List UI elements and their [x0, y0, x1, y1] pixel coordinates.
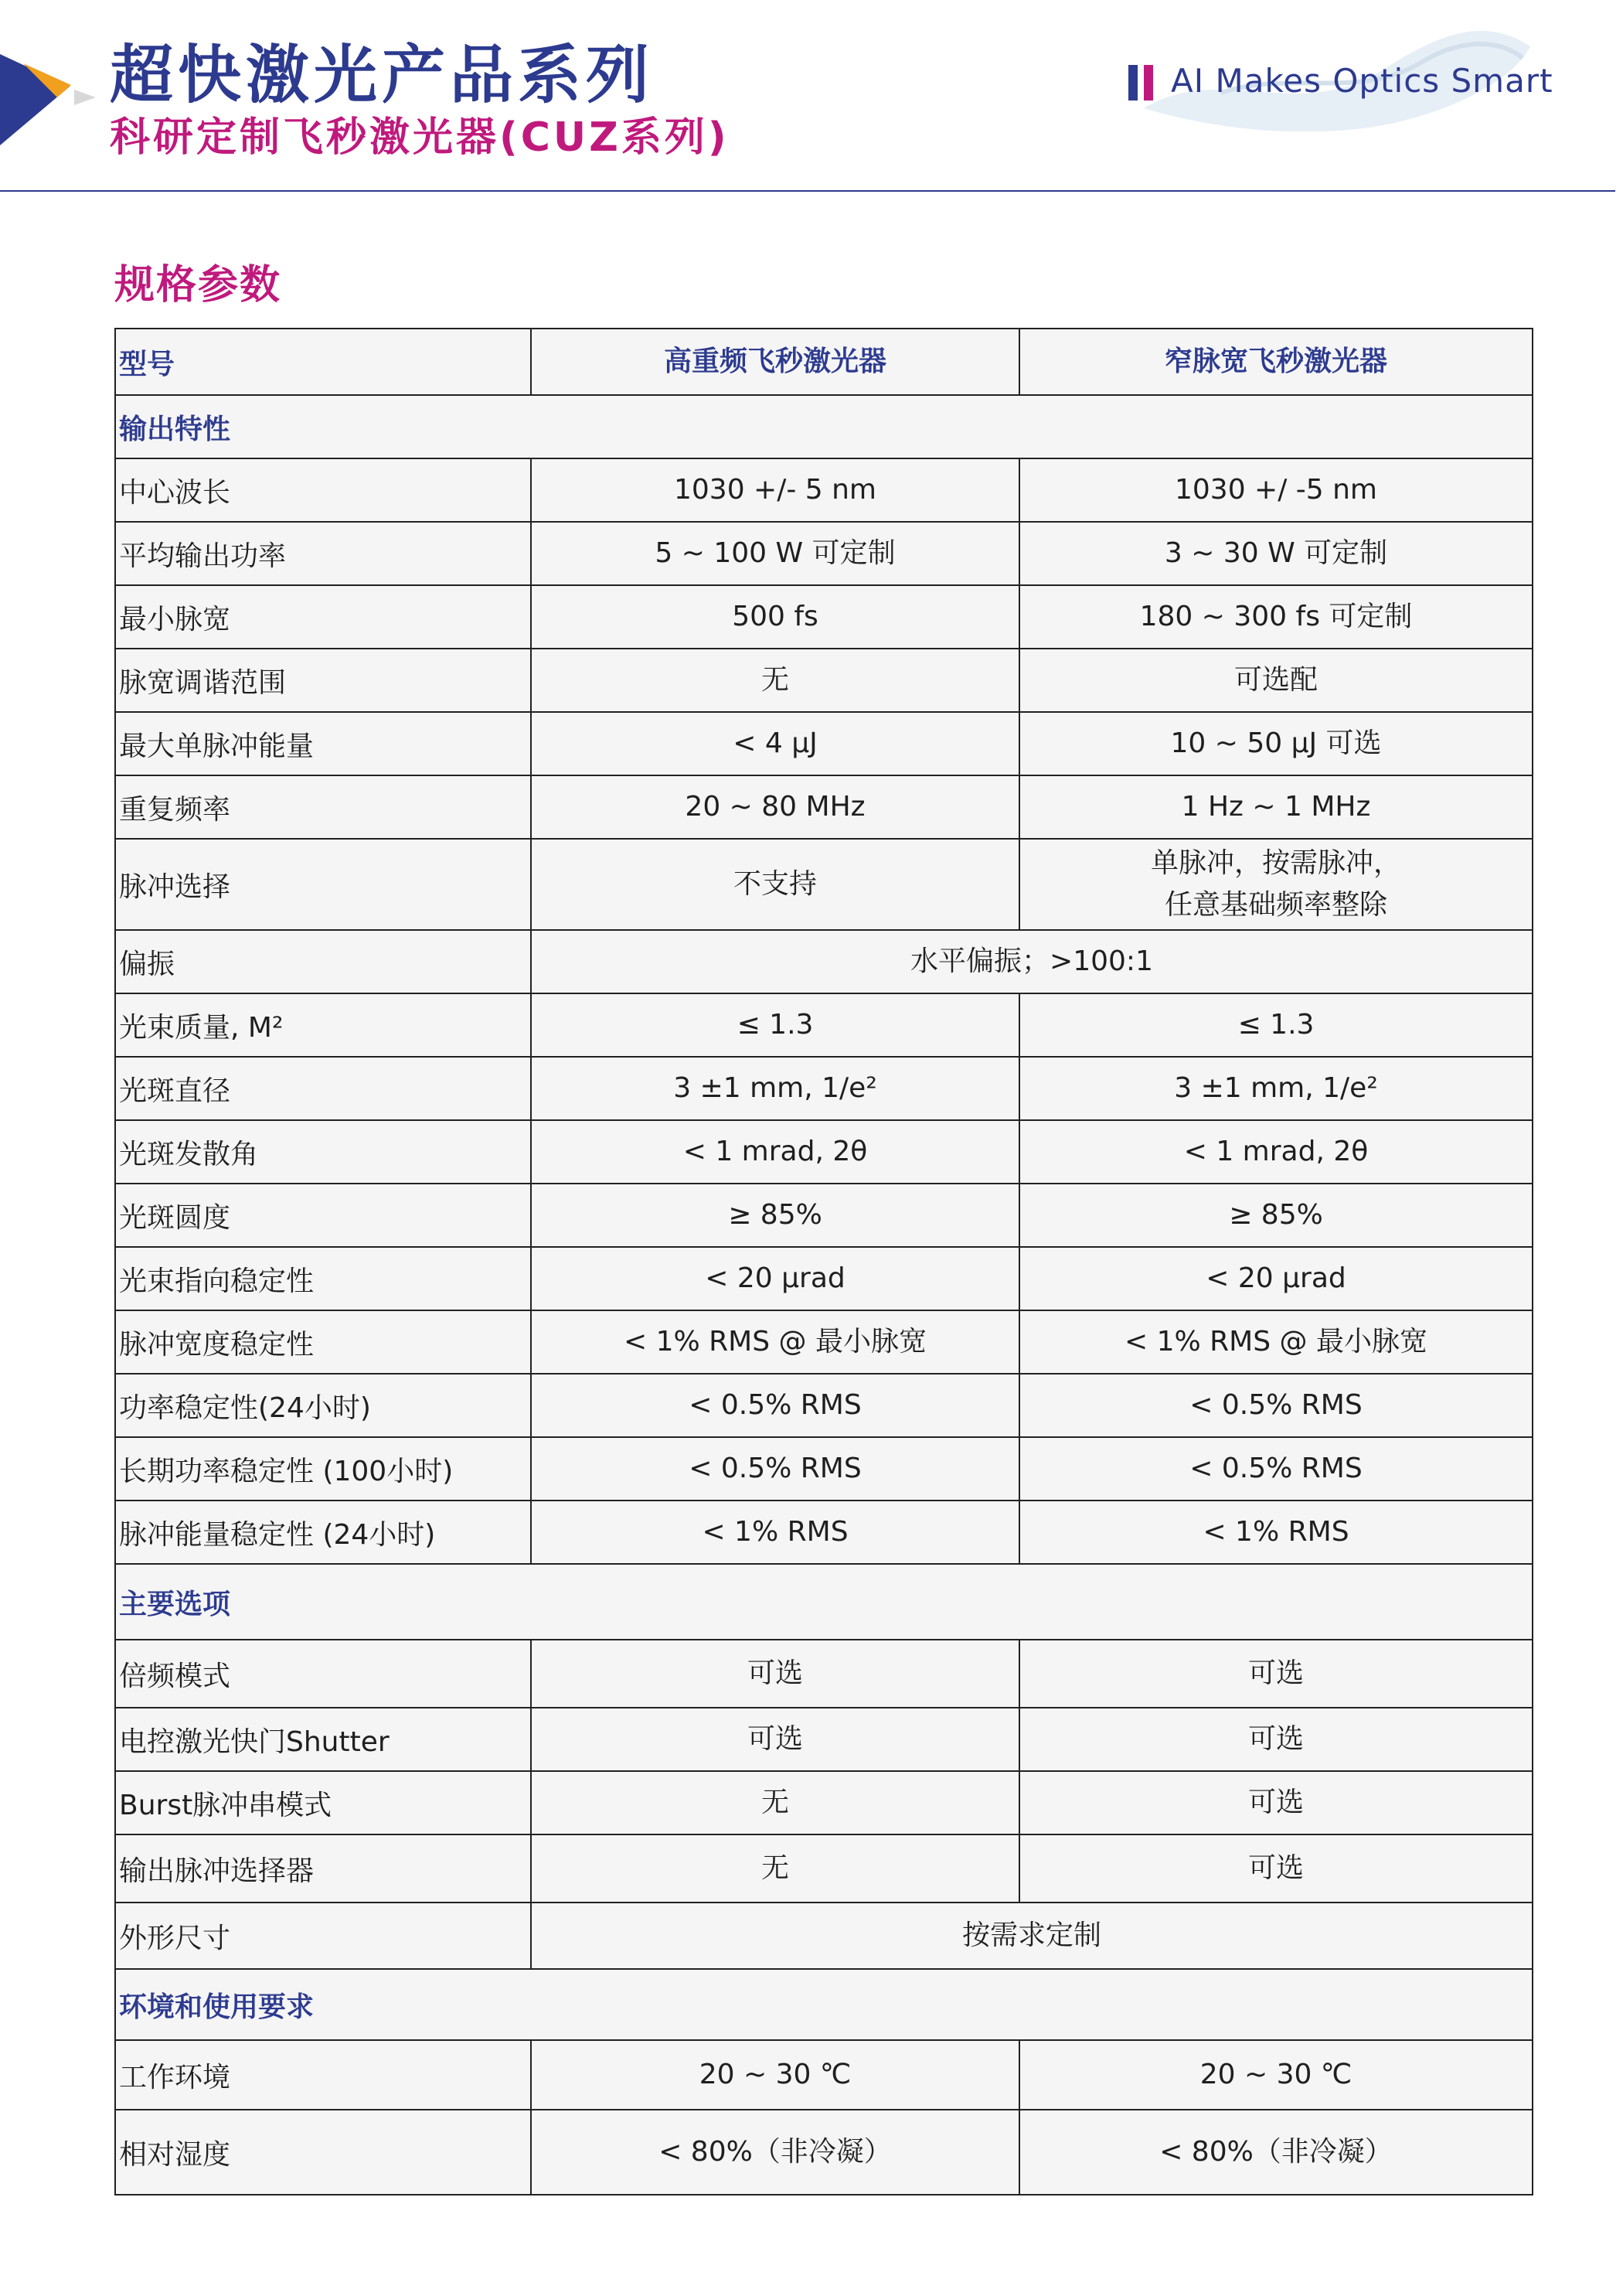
row-label: 最大单脉冲能量: [115, 712, 531, 775]
spec-table: [114, 328, 1533, 2196]
row-value-2: < 1% RMS @ 最小脉宽: [1019, 1310, 1533, 1374]
table-row: [115, 993, 1533, 1057]
header-high-rep-laser: 高重频飞秒激光器: [531, 329, 1019, 395]
table-row: [115, 1903, 1533, 1969]
row-value-2: 10 ~ 50 μJ 可选: [1019, 712, 1533, 775]
table-row: [115, 1640, 1533, 1708]
table-row: [115, 1708, 1533, 1771]
row-value-1: 20 ~ 30 ℃: [531, 2040, 1019, 2110]
row-label: 重复频率: [115, 775, 531, 839]
page-title: 超快激光产品系列: [110, 39, 655, 112]
row-value-1: 不支持: [531, 839, 1019, 930]
row-value-2: 180 ~ 300 fs 可定制: [1019, 585, 1533, 649]
row-value-1: 500 fs: [531, 585, 1019, 649]
table-row: [115, 712, 1533, 775]
table-row: [115, 458, 1533, 522]
section-output-characteristics: 输出特性: [115, 395, 1533, 458]
table-row: [115, 775, 1533, 839]
section-main-options: 主要选项: [115, 1564, 1533, 1640]
table-row: [115, 1374, 1533, 1437]
page-subtitle: 科研定制飞秒激光器(CUZ系列): [110, 114, 730, 161]
row-value-merged: 按需求定制: [531, 1903, 1533, 1969]
row-value-1: < 1 mrad, 2θ: [531, 1120, 1019, 1184]
row-value-2: [1019, 839, 1533, 930]
section-environment: 环境和使用要求: [115, 1969, 1533, 2040]
row-value-2: < 20 μrad: [1019, 1247, 1533, 1310]
row-value-2: 1030 +/ -5 nm: [1019, 458, 1533, 522]
table-row: [115, 1247, 1533, 1310]
row-value-1: 无: [531, 1771, 1019, 1834]
table-row: [115, 1310, 1533, 1374]
row-value-1: ≤ 1.3: [531, 993, 1019, 1057]
row-label: 工作环境: [115, 2040, 531, 2110]
row-value-2-line-2: 任意基础频率整除: [1164, 889, 1387, 921]
section-row: [115, 1969, 1533, 2040]
row-label: 外形尺寸: [115, 1903, 531, 1969]
table-row: [115, 522, 1533, 585]
section-row: [115, 395, 1533, 458]
row-value-1: 无: [531, 1834, 1019, 1903]
table-row: [115, 1057, 1533, 1120]
table-row: [115, 1120, 1533, 1184]
row-value-2: 3 ~ 30 W 可定制: [1019, 522, 1533, 585]
row-label: 脉冲选择: [115, 839, 531, 930]
row-value-1: 可选: [531, 1708, 1019, 1771]
row-value-1: < 20 μrad: [531, 1247, 1019, 1310]
row-label: 光斑圆度: [115, 1184, 531, 1247]
row-label: 功率稳定性(24小时): [115, 1374, 531, 1437]
row-value-1: < 1% RMS @ 最小脉宽: [531, 1310, 1019, 1374]
row-value-2: 可选: [1019, 1771, 1533, 1834]
brand-arrow-icon: [0, 54, 100, 155]
row-value-1: < 4 μJ: [531, 712, 1019, 775]
table-row: [115, 1501, 1533, 1564]
row-label: 脉冲能量稳定性 (24小时): [115, 1501, 531, 1564]
table-row: [115, 649, 1533, 712]
row-label: 相对湿度: [115, 2110, 531, 2195]
row-label: 光束质量, M²: [115, 993, 531, 1057]
row-value-1: 5 ~ 100 W 可定制: [531, 522, 1019, 585]
row-value-1: ≥ 85%: [531, 1184, 1019, 1247]
row-label: 长期功率稳定性 (100小时): [115, 1437, 531, 1501]
row-label: 光斑发散角: [115, 1120, 531, 1184]
table-row: [115, 2110, 1533, 2195]
section-row: [115, 1564, 1533, 1640]
row-label: 输出脉冲选择器: [115, 1834, 531, 1903]
row-value-1: < 1% RMS: [531, 1501, 1019, 1564]
row-value-1: < 80%（非冷凝）: [531, 2110, 1019, 2195]
row-label: 最小脉宽: [115, 585, 531, 649]
page-header: [0, 0, 1623, 193]
row-value-2-line-1: 单脉冲，按需脉冲，: [1150, 847, 1401, 879]
table-row: [115, 930, 1533, 993]
row-value-2: 1 Hz ~ 1 MHz: [1019, 775, 1533, 839]
row-value-2: ≥ 85%: [1019, 1184, 1533, 1247]
brand-bars-icon: [1128, 65, 1159, 100]
row-label: Burst脉冲串模式: [115, 1771, 531, 1834]
row-value-2: 可选配: [1019, 649, 1533, 712]
row-label: 光束指向稳定性: [115, 1247, 531, 1310]
table-row: [115, 1771, 1533, 1834]
table-row: [115, 585, 1533, 649]
table-row: [115, 1184, 1533, 1247]
row-value-2: ≤ 1.3: [1019, 993, 1533, 1057]
row-label: 电控激光快门Shutter: [115, 1708, 531, 1771]
brand-text: AI Makes Optics Smart: [1171, 62, 1553, 100]
row-value-2: 可选: [1019, 1708, 1533, 1771]
row-value-2: < 1% RMS: [1019, 1501, 1533, 1564]
row-label: 脉宽调谐范围: [115, 649, 531, 712]
row-value-1: 1030 +/- 5 nm: [531, 458, 1019, 522]
table-row: [115, 1834, 1533, 1903]
row-value-2: < 0.5% RMS: [1019, 1437, 1533, 1501]
row-value-2: 20 ~ 30 ℃: [1019, 2040, 1533, 2110]
table-header-row: [115, 329, 1533, 395]
row-label: 倍频模式: [115, 1640, 531, 1708]
row-label: 中心波长: [115, 458, 531, 522]
row-value-2: < 0.5% RMS: [1019, 1374, 1533, 1437]
brand-slogan: [1128, 15, 1553, 131]
header-narrow-pulse-laser: 窄脉宽飞秒激光器: [1019, 329, 1533, 395]
row-label: 偏振: [115, 930, 531, 993]
row-value-2: < 80%（非冷凝）: [1019, 2110, 1533, 2195]
row-value-1: 20 ~ 80 MHz: [531, 775, 1019, 839]
row-value-merged: 水平偏振；>100:1: [531, 930, 1533, 993]
row-value-2: 3 ±1 mm, 1/e²: [1019, 1057, 1533, 1120]
row-value-1: 无: [531, 649, 1019, 712]
section-title: 规格参数: [114, 262, 282, 308]
table-row: [115, 839, 1533, 930]
row-value-1: 3 ±1 mm, 1/e²: [531, 1057, 1019, 1120]
row-value-2: 可选: [1019, 1640, 1533, 1708]
header-divider: [0, 190, 1615, 192]
row-value-1: < 0.5% RMS: [531, 1374, 1019, 1437]
row-label: 脉冲宽度稳定性: [115, 1310, 531, 1374]
table-row: [115, 2040, 1533, 2110]
header-model-label: 型号: [115, 329, 531, 395]
row-value-2: 可选: [1019, 1834, 1533, 1903]
table-row: [115, 1437, 1533, 1501]
row-label: 光斑直径: [115, 1057, 531, 1120]
row-label: 平均输出功率: [115, 522, 531, 585]
row-value-2: < 1 mrad, 2θ: [1019, 1120, 1533, 1184]
row-value-1: 可选: [531, 1640, 1019, 1708]
row-value-1: < 0.5% RMS: [531, 1437, 1019, 1501]
